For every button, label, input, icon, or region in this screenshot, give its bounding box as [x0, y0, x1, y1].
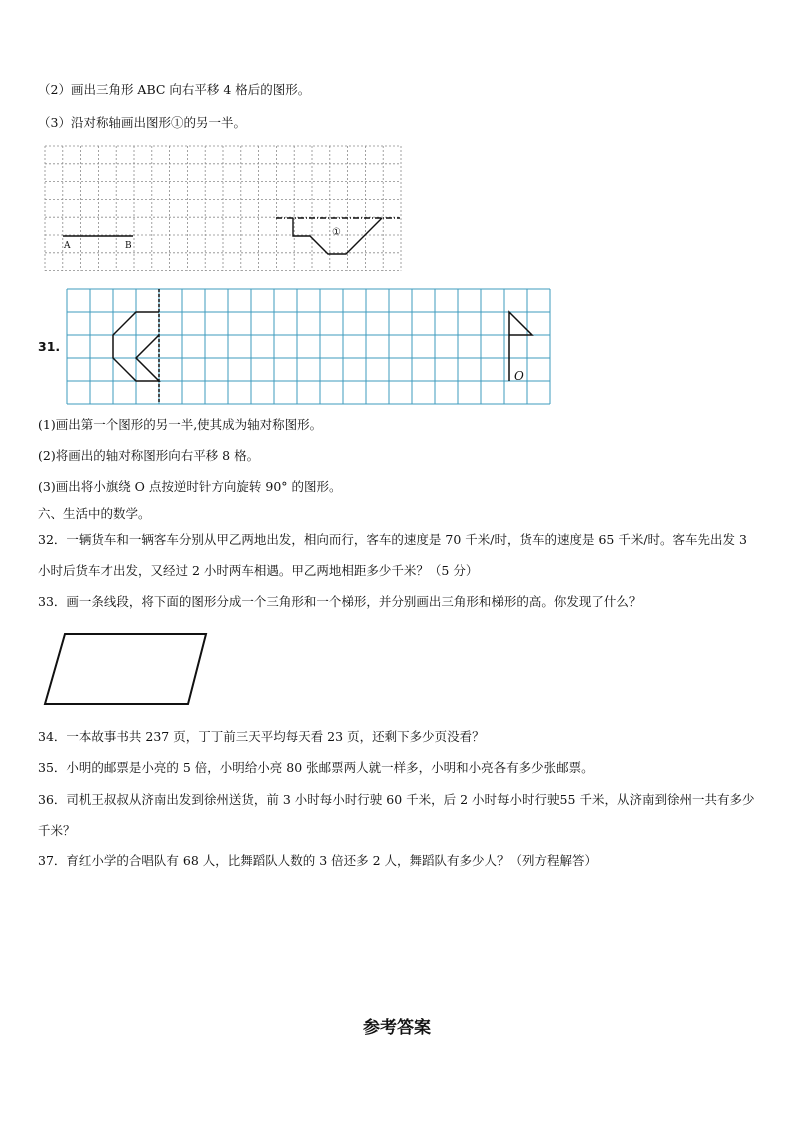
q37-text: 37．育红小学的合唱队有 68 人，比舞蹈队人数的 3 倍还多 2 人，舞蹈队有多少人？（列方程解答）: [38, 853, 598, 868]
label-figure-1: ①: [332, 227, 341, 238]
label-b: B: [125, 241, 132, 251]
answers-title: 参考答案: [363, 1018, 431, 1038]
q31-item3: (3)画出将小旗绕 O 点按逆时针方向旋转 90° 的图形。: [38, 479, 342, 494]
q32-text: 32．一辆货车和一辆客车分别从甲乙两地出发，相向而行，客车的速度是 70 千米/时，货车的速度是 65 千米/时。客车先出发 3 小时后货车才出发，又经过 2 小时两车相遇。甲乙两地相距多少千米？（5 分）: [38, 532, 747, 578]
q33-text: 33．画一条线段，将下面的图形分成一个三角形和一个梯形，并分别画出三角形和梯形的高。你发现了什么？: [38, 594, 642, 609]
q30-item3: （3）沿对称轴画出图形①的另一半。: [38, 115, 246, 130]
q33-parallelogram: [45, 634, 206, 704]
q34-text: 34．一本故事书共 237 页，丁丁前三天平均每天看 23 页，还剩下多少页没看？: [38, 729, 485, 744]
q31-item2: (2)将画出的轴对称图形向右平移 8 格。: [38, 448, 260, 463]
q31-item1: (1)画出第一个图形的另一半,使其成为轴对称图形。: [38, 417, 323, 432]
section-6-heading: 六、生活中的数学。: [38, 506, 151, 521]
q31-flag: [509, 312, 532, 381]
figure-1-half: [293, 218, 382, 254]
q36-text: 36．司机王叔叔从济南出发到徐州送货，前 3 小时每小时行驶 60 千米，后 2 小时每小时行驶55 千米，从济南到徐州一共有多少千米？: [38, 792, 755, 838]
q31-point-o: O: [514, 369, 524, 383]
q30-item2: （2）画出三角形 ABC 向右平移 4 格后的图形。: [38, 82, 311, 97]
q31-number: 31.: [38, 339, 61, 354]
q31-half-shape: [113, 312, 159, 381]
label-a: A: [64, 241, 71, 251]
q35-text: 35．小明的邮票是小亮的 5 倍，小明给小亮 80 张邮票两人就一样多，小明和小亮各有多少张邮票。: [38, 760, 594, 775]
